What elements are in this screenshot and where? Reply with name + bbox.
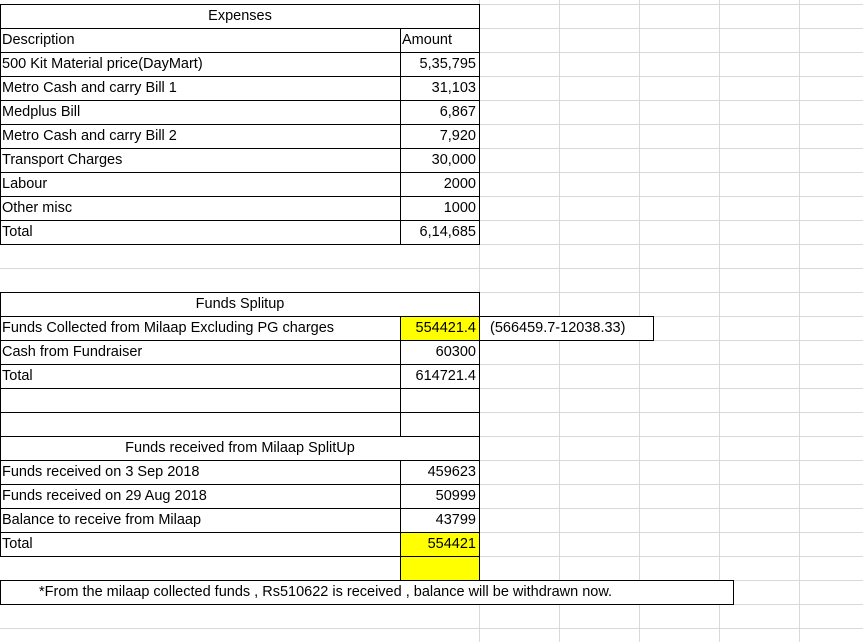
expense-description[interactable]: Other misc [0, 196, 401, 221]
milaap-splitup-amount[interactable]: 43799 [400, 508, 480, 533]
expense-amount[interactable]: 31,103 [400, 76, 480, 101]
funds-splitup-note[interactable]: (566459.7-12038.33) [479, 316, 654, 341]
expense-amount[interactable]: 6,867 [400, 100, 480, 125]
empty-cell[interactable] [400, 388, 480, 413]
expense-amount[interactable]: 2000 [400, 172, 480, 197]
expense-description[interactable]: Transport Charges [0, 148, 401, 173]
expenses-header-description[interactable]: Description [0, 28, 401, 53]
empty-cell[interactable] [0, 388, 401, 413]
expense-amount[interactable]: 30,000 [400, 148, 480, 173]
expense-description[interactable]: Metro Cash and carry Bill 2 [0, 124, 401, 149]
expense-amount[interactable]: 7,920 [400, 124, 480, 149]
highlighted-empty-cell[interactable] [400, 556, 480, 581]
milaap-splitup-title[interactable]: Funds received from Milaap SplitUp [0, 436, 480, 461]
milaap-splitup-amount[interactable]: 459623 [400, 460, 480, 485]
funds-splitup-description[interactable]: Cash from Fundraiser [0, 340, 401, 365]
expense-total-amount[interactable]: 6,14,685 [400, 220, 480, 245]
gridline [0, 628, 863, 629]
gridline [799, 0, 800, 642]
expense-description[interactable]: Medplus Bill [0, 100, 401, 125]
empty-cell[interactable] [400, 412, 480, 437]
funds-splitup-description[interactable]: Funds Collected from Milaap Excluding PG charges [0, 316, 401, 341]
milaap-splitup-total-amount[interactable]: 554421 [400, 532, 480, 557]
funds-splitup-amount[interactable]: 554421.4 [400, 316, 480, 341]
funds-splitup-title[interactable]: Funds Splitup [0, 292, 480, 317]
gridline [719, 0, 720, 642]
expenses-title[interactable]: Expenses [0, 4, 480, 29]
expense-description[interactable]: Labour [0, 172, 401, 197]
expense-description[interactable]: 500 Kit Material price(DayMart) [0, 52, 401, 77]
expense-amount[interactable]: 5,35,795 [400, 52, 480, 77]
expense-amount[interactable]: 1000 [400, 196, 480, 221]
expense-description[interactable]: Metro Cash and carry Bill 1 [0, 76, 401, 101]
empty-cell[interactable] [0, 412, 401, 437]
expenses-header-amount[interactable]: Amount [400, 28, 480, 53]
funds-splitup-total-label[interactable]: Total [0, 364, 401, 389]
milaap-splitup-amount[interactable]: 50999 [400, 484, 480, 509]
funds-splitup-amount[interactable]: 60300 [400, 340, 480, 365]
expense-total-label[interactable]: Total [0, 220, 401, 245]
footnote[interactable]: *From the milaap collected funds , Rs510622 is received , balance will be withdrawn now. [0, 580, 734, 605]
funds-splitup-total-amount[interactable]: 614721.4 [400, 364, 480, 389]
milaap-splitup-total-label[interactable]: Total [0, 532, 401, 557]
milaap-splitup-description[interactable]: Funds received on 29 Aug 2018 [0, 484, 401, 509]
milaap-splitup-description[interactable]: Balance to receive from Milaap [0, 508, 401, 533]
milaap-splitup-description[interactable]: Funds received on 3 Sep 2018 [0, 460, 401, 485]
gridline [0, 268, 863, 269]
